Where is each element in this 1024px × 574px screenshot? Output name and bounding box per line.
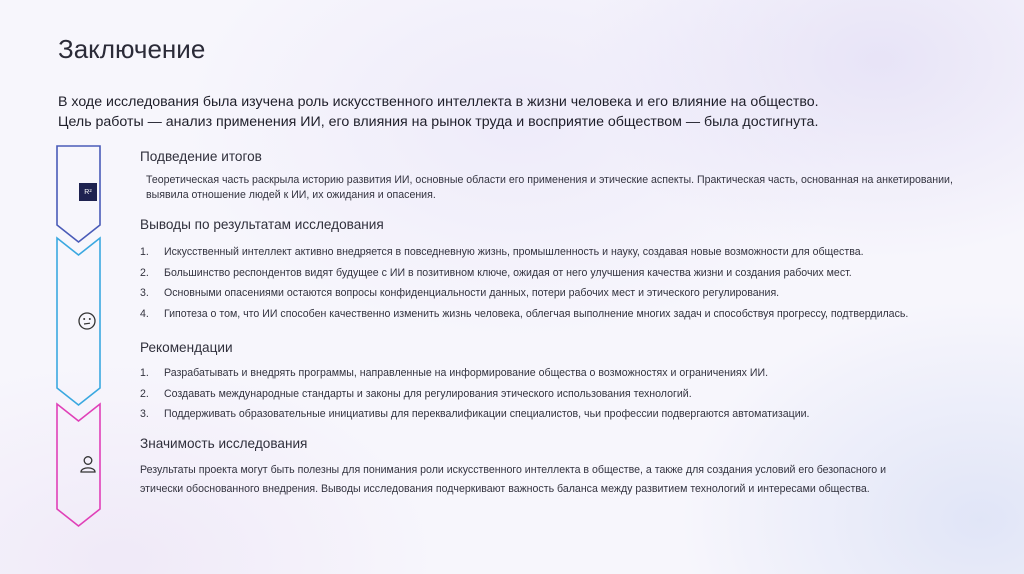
list-item — [140, 408, 809, 429]
item-text: Разрабатывать и внедрять программы, направленные на информирование общества о возможностях и ограничениях ИИ. — [164, 367, 769, 379]
intro-line: Цель работы — анализ применения ИИ, его влияния на рынок труда и восприятие обществом — была достигнута. — [58, 114, 819, 130]
item-number: 3. — [140, 408, 149, 420]
list-item — [140, 308, 908, 329]
recommendations-list — [140, 367, 809, 429]
item-number: 2. — [140, 266, 149, 279]
section-heading-findings: Выводы по результатам исследования — [140, 217, 384, 232]
item-number: 3. — [140, 287, 149, 299]
page-title: Заключение — [58, 34, 206, 64]
person-icon — [78, 454, 98, 474]
significance-text: Результаты проекта могут быть полезны для понимания роли искусственного интеллекта в обществе, а также для создания условий его безопасного и этически обоснованного внедрения. Выводы исследования подчеркивают важность баланса между развитием технологий и интересами общества. — [140, 464, 886, 495]
item-text: Большинство респондентов видят будущее с ИИ в позитивном ключе, ожидая от него улучшения качества жизни и создания рабочих мест. — [164, 266, 852, 279]
list-item — [140, 367, 809, 388]
intro-text — [58, 92, 958, 132]
list-item — [140, 388, 809, 409]
section-heading-summary: Подведение итогов — [140, 149, 262, 164]
list-item — [140, 287, 908, 308]
item-number: 4. — [140, 307, 149, 320]
item-text: Создавать международные стандарты и законы для регулирования этического использования технологий. — [164, 387, 692, 400]
item-number: 2. — [140, 387, 149, 400]
findings-list — [140, 246, 908, 328]
section-heading-recommendations: Рекомендации — [140, 340, 233, 355]
item-text: Гипотеза о том, что ИИ способен качественно изменить жизнь человека, облегчая выполнение многих задач и способствуя прогрессу, подтвердилась. — [164, 307, 909, 320]
list-item — [140, 267, 908, 288]
item-text: Основными опасениями остаются вопросы конфиденциальности данных, потери рабочих мест и этического регулирования. — [164, 287, 780, 299]
item-number: 1. — [140, 367, 149, 379]
summary-text: Теоретическая часть раскрыла историю развития ИИ, основные области его применения и этические аспекты. Практическая часть, основанная на анкетировании, выявила отношение людей к ИИ, их ожидания и опасения. — [146, 174, 953, 201]
r-squared-icon: R² — [79, 183, 97, 201]
intro-line: В ходе исследования была изучена роль искусственного интеллекта в жизни человека и его влияние на общество. — [58, 94, 819, 110]
item-number: 1. — [140, 246, 149, 258]
section-heading-significance: Значимость исследования — [140, 436, 308, 451]
list-item — [140, 246, 908, 267]
item-text: Поддерживать образовательные инициативы для переквалификации специалистов, чьи профессии подвергаются автоматизации. — [164, 408, 810, 420]
item-text: Искусственный интеллект активно внедряется в повседневную жизнь, промышленность и науку, создавая новые возможности для общества. — [164, 246, 864, 258]
neutral-face-icon — [77, 311, 97, 331]
